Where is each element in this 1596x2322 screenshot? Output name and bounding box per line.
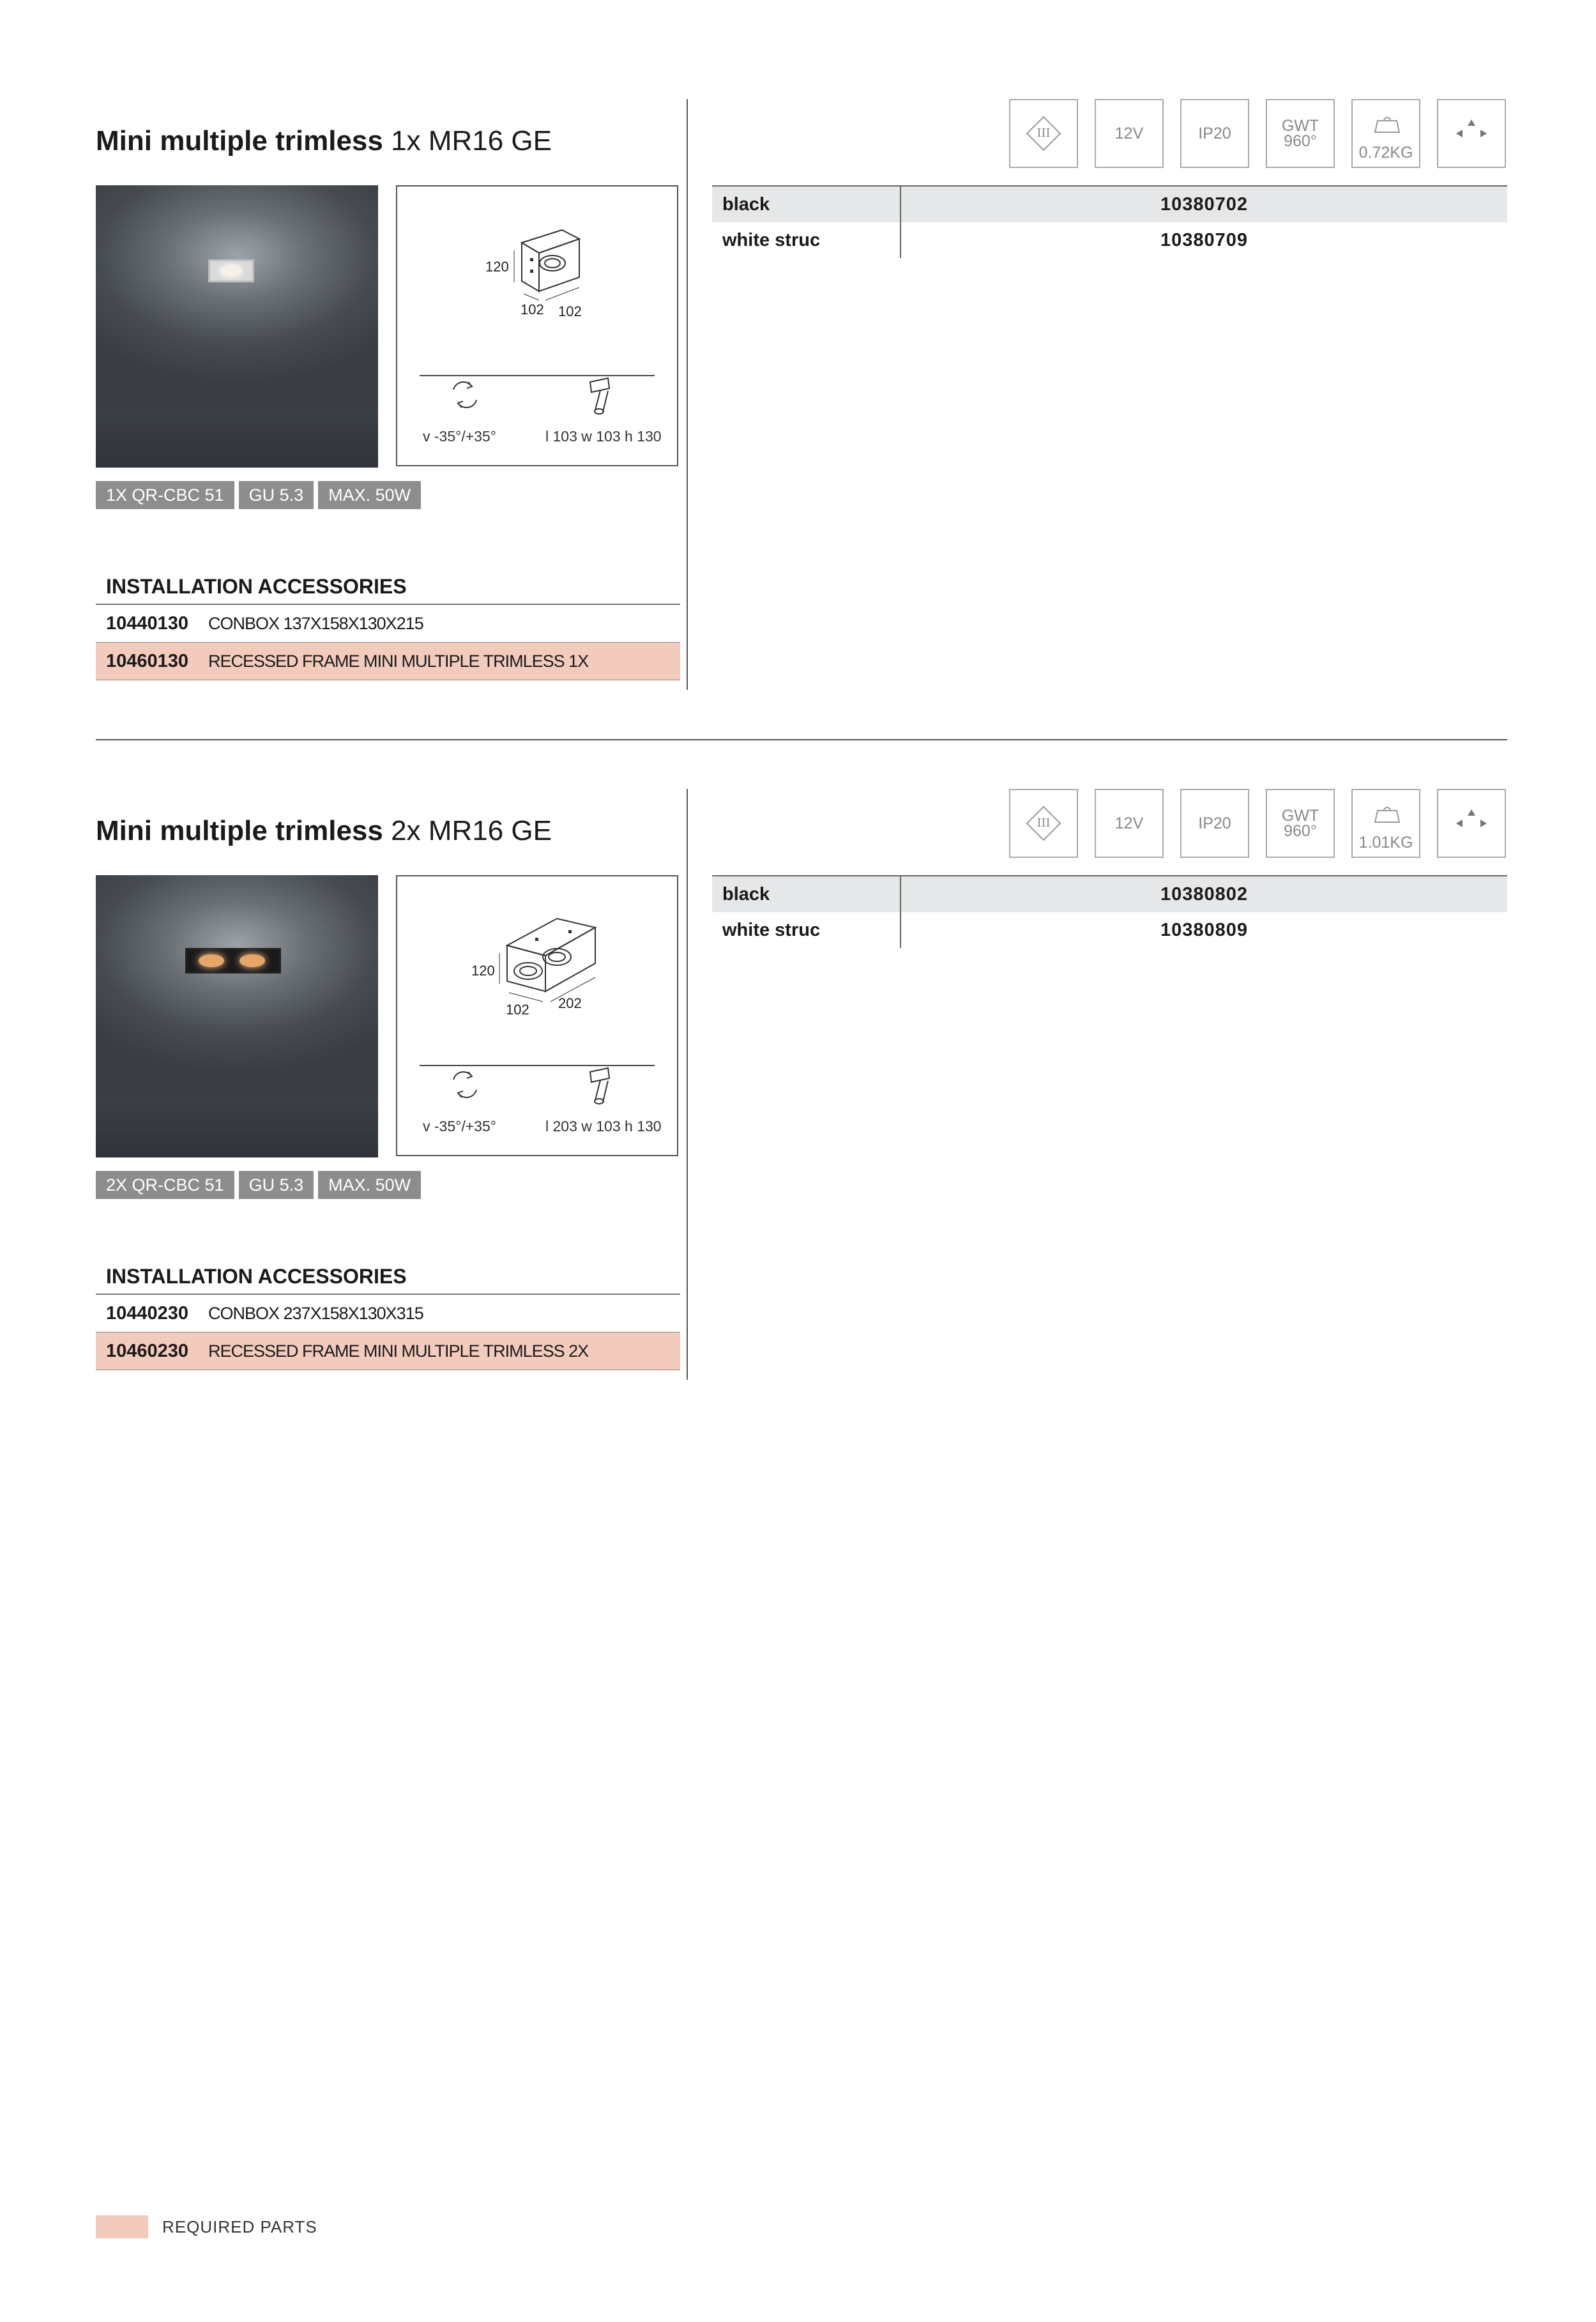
- gwt-label: GWT: [1281, 117, 1319, 135]
- variant-color: white struc: [712, 222, 901, 258]
- downlight-fixture: [185, 948, 281, 974]
- lamp-badge: 2X QR-CBC 51: [96, 1171, 234, 1199]
- accessory-desc: RECESSED FRAME MINI MULTIPLE TRIMLESS 2X: [208, 1341, 589, 1361]
- product-photo: [96, 185, 378, 468]
- variant-code: 10380702: [1160, 194, 1249, 215]
- accessory-desc: CONBOX 237X158X130X315: [208, 1303, 423, 1323]
- gwt-temp: 960°: [1284, 822, 1317, 840]
- gwt-temp: 960°: [1284, 132, 1317, 150]
- legend-swatch: [96, 2215, 148, 2238]
- product-dimensions: l 103 w 103 h 130: [545, 428, 662, 445]
- spec-icons: [1009, 99, 1506, 168]
- divider: [420, 1065, 655, 1066]
- variant-code: 10380709: [1160, 229, 1249, 250]
- technical-drawing: [396, 185, 678, 466]
- box-drawing-icon: [397, 187, 680, 468]
- accessory-row: [96, 605, 680, 643]
- dimension-width-a: 102: [521, 302, 544, 317]
- power-badge: MAX. 50W: [318, 481, 421, 509]
- variant-color: white struc: [712, 912, 901, 948]
- variant-table: [712, 185, 1507, 258]
- legend-label: REQUIRED PARTS: [162, 2217, 317, 2236]
- variant-row: [712, 185, 1507, 222]
- downlight-fixture: [208, 259, 254, 282]
- voltage-icon: 12V: [1095, 99, 1164, 168]
- product-section: [96, 96, 1507, 696]
- product-dimensions: l 203 w 103 h 130: [545, 1118, 662, 1134]
- accessory-code: 10460230: [106, 1340, 189, 1361]
- power-badge: MAX. 50W: [318, 1171, 421, 1199]
- accessory-desc: CONBOX 137X158X130X215: [208, 613, 423, 633]
- box-drawing-icon: [397, 876, 680, 1157]
- gwt-label: GWT: [1281, 807, 1319, 825]
- dimension-width-b: 202: [558, 995, 582, 1011]
- spec-icons: [1009, 789, 1506, 858]
- variant-code: 10380809: [1160, 919, 1249, 940]
- section-separator: [96, 739, 1507, 740]
- protection-class-icon: [1009, 99, 1078, 168]
- weight-icon: [1351, 789, 1420, 858]
- variant-row: [712, 912, 1507, 948]
- glow-wire-icon: [1266, 789, 1335, 858]
- installation-accessories: [96, 1265, 680, 1370]
- divider: [420, 375, 655, 376]
- protection-class-label: III: [1037, 816, 1051, 830]
- accessory-code: 10460130: [106, 650, 189, 671]
- accessory-row-required: [96, 1333, 680, 1370]
- variant-row: [712, 875, 1507, 912]
- accessory-code: 10440130: [106, 613, 189, 634]
- protection-class-icon: [1009, 789, 1078, 858]
- technical-drawing: [396, 875, 678, 1156]
- voltage-icon: 12V: [1095, 789, 1164, 858]
- ip-rating-icon: IP20: [1180, 99, 1249, 168]
- accessory-desc: RECESSED FRAME MINI MULTIPLE TRIMLESS 1X: [208, 651, 589, 671]
- accessory-row-required: [96, 643, 680, 680]
- column-divider: [687, 789, 688, 1380]
- spec-badges: [96, 1171, 421, 1199]
- product-title-light: 2x MR16 GE: [383, 815, 552, 846]
- dimension-width-b: 102: [558, 303, 582, 319]
- variant-code: 10380802: [1160, 883, 1249, 905]
- socket-badge: GU 5.3: [239, 1171, 314, 1199]
- product-section: [96, 786, 1507, 1386]
- product-title-light: 1x MR16 GE: [383, 125, 552, 157]
- accessories-title: INSTALLATION ACCESSORIES: [96, 575, 680, 605]
- glow-wire-icon: [1266, 99, 1335, 168]
- variant-table: [712, 875, 1507, 948]
- variant-color: black: [712, 187, 901, 222]
- installation-accessories: [96, 575, 680, 680]
- rotation-angle: v -35°/+35°: [423, 428, 496, 445]
- column-divider: [687, 99, 688, 690]
- socket-badge: GU 5.3: [239, 481, 314, 509]
- dimension-height: 120: [471, 963, 495, 979]
- weight-value: 0.72KG: [1358, 144, 1413, 162]
- dimension-height: 120: [485, 259, 509, 275]
- variant-color: black: [712, 876, 901, 912]
- product-title-bold: Mini multiple trimless: [96, 815, 383, 846]
- spec-badges: [96, 481, 421, 509]
- dimension-width-a: 102: [506, 1002, 529, 1018]
- product-title: [96, 125, 552, 157]
- product-title: [96, 815, 552, 847]
- rotation-angle: v -35°/+35°: [423, 1118, 496, 1134]
- weight-icon: [1351, 99, 1420, 168]
- required-parts-legend: [96, 2215, 317, 2238]
- variant-row: [712, 222, 1507, 258]
- lamp-badge: 1X QR-CBC 51: [96, 481, 234, 509]
- weight-value: 1.01KG: [1358, 834, 1413, 852]
- accessory-code: 10440230: [106, 1302, 189, 1324]
- product-title-bold: Mini multiple trimless: [96, 125, 383, 157]
- accessory-row: [96, 1295, 680, 1333]
- adjustable-arrows-icon: [1437, 789, 1506, 858]
- ip-rating-icon: IP20: [1180, 789, 1249, 858]
- adjustable-arrows-icon: [1437, 99, 1506, 168]
- product-photo: [96, 875, 378, 1157]
- accessories-title: INSTALLATION ACCESSORIES: [96, 1265, 680, 1295]
- protection-class-label: III: [1037, 126, 1051, 140]
